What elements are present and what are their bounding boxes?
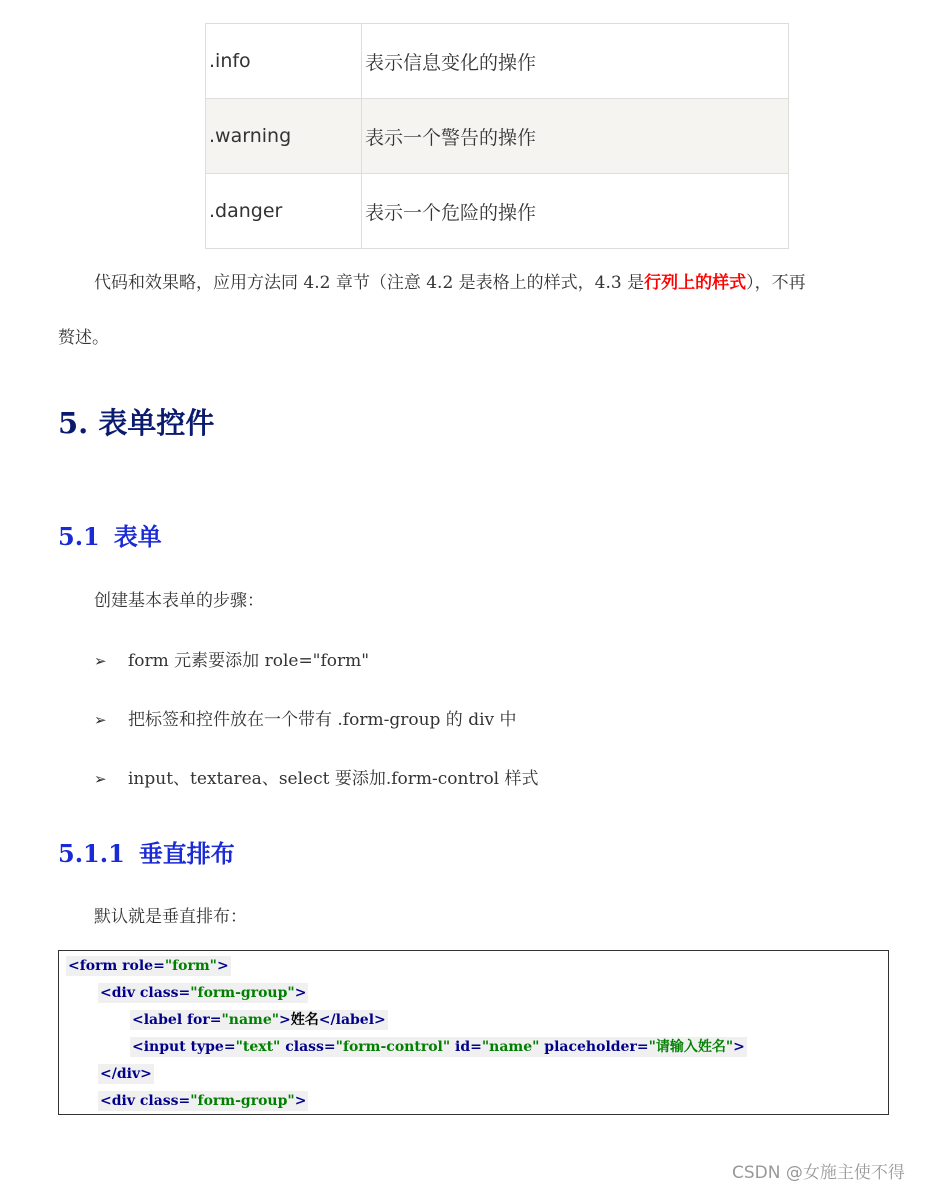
section-heading-5	[58, 400, 214, 446]
code-string: "form-group"	[190, 985, 295, 1001]
list-item	[94, 705, 517, 735]
arrow-bullet-icon: ➢	[94, 770, 107, 788]
description-cell: 表示一个警告的操作	[362, 99, 789, 174]
code-tag: class=	[280, 1039, 336, 1055]
code-tag: >	[294, 1093, 307, 1109]
paragraph-text: 创建基本表单的步骤：	[94, 591, 264, 611]
paragraph-line	[58, 256, 930, 311]
table-row	[206, 174, 789, 249]
highlighted-text: 行列上的样式	[644, 273, 747, 293]
code-tag: >	[216, 958, 229, 974]
code-tag: >	[294, 985, 307, 1001]
context-class-table	[205, 23, 789, 249]
list-item	[94, 764, 539, 794]
code-tag: </label>	[318, 1012, 386, 1028]
table-row	[206, 99, 789, 174]
code-string: "name"	[221, 1012, 280, 1028]
paragraph-text: 代码和效果略，应用方法同 4.2 章节（注意 4.2 是表格上的样式，4.3 是	[94, 273, 645, 293]
class-cell: .warning	[206, 99, 362, 174]
code-tag: <div class=	[100, 985, 191, 1001]
heading-title: 表单控件	[98, 406, 215, 440]
code-text: 姓名	[290, 1012, 319, 1028]
code-tag: >	[279, 1012, 291, 1028]
code-line	[98, 983, 308, 1003]
code-string: "form"	[164, 958, 217, 974]
code-tag: <form role=	[68, 958, 165, 974]
description-cell: 表示一个危险的操作	[362, 174, 789, 249]
intro-text	[58, 574, 930, 629]
code-string: "form-group"	[190, 1093, 295, 1109]
code-tag: <div class=	[100, 1093, 191, 1109]
heading-title: 表单	[113, 522, 162, 551]
arrow-bullet-icon: ➢	[94, 652, 107, 670]
code-line	[66, 956, 231, 976]
code-string: "text"	[235, 1039, 281, 1055]
code-tag: id=	[450, 1039, 482, 1055]
paragraph-text: 默认就是垂直排布：	[94, 907, 247, 927]
section-heading-5-1	[58, 517, 162, 557]
code-string: "请输入姓名"	[648, 1039, 734, 1055]
code-line	[98, 1091, 308, 1111]
list-item	[94, 646, 369, 676]
list-item-text: 把标签和控件放在一个带有 .form-group 的 div 中	[128, 710, 517, 730]
code-tag: <label for=	[132, 1012, 222, 1028]
paragraph-text: ），不再	[746, 273, 806, 293]
default-text	[58, 890, 930, 945]
table-row	[206, 24, 789, 99]
code-string: "name"	[481, 1039, 540, 1055]
code-line	[130, 1010, 388, 1030]
heading-title: 垂直排布	[138, 839, 235, 868]
section-heading-5-1-1	[58, 834, 235, 874]
code-tag: <input type=	[132, 1039, 236, 1055]
list-item-text: input、textarea、select 要添加.form-control 样式	[128, 769, 539, 789]
code-tag: >	[733, 1039, 745, 1055]
code-line	[98, 1064, 154, 1084]
code-block	[58, 950, 889, 1115]
class-cell: .danger	[206, 174, 362, 249]
code-tag: placeholder=	[539, 1039, 649, 1055]
heading-number: 5.	[58, 406, 89, 440]
code-line	[130, 1037, 747, 1057]
description-cell: 表示信息变化的操作	[362, 24, 789, 99]
class-cell: .info	[206, 24, 362, 99]
list-item-text: form 元素要添加 role="form"	[128, 651, 370, 671]
watermark: CSDN @女施主使不得	[732, 1163, 905, 1183]
code-tag: </div>	[100, 1066, 152, 1082]
heading-number: 5.1.1	[58, 839, 125, 868]
paragraph-line: 赘述。	[58, 328, 109, 348]
arrow-bullet-icon: ➢	[94, 711, 107, 729]
code-string: "form-control"	[335, 1039, 451, 1055]
heading-number: 5.1	[58, 522, 100, 551]
